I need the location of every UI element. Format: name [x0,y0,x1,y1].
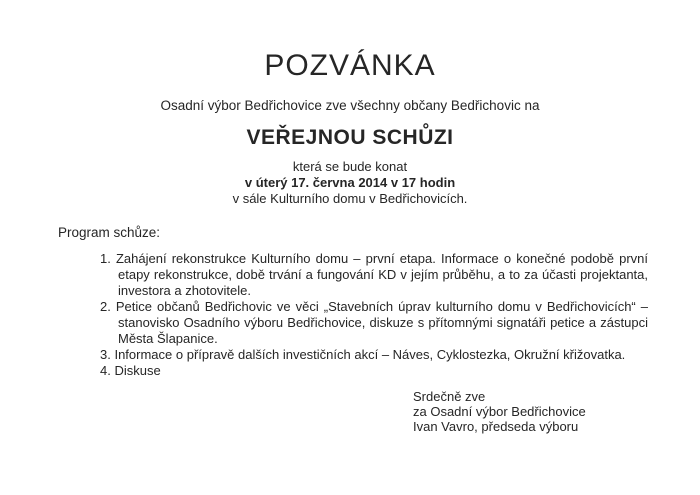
intro-line: Osadní výbor Bedřichovice zve všechny občany Bedřichovic na [160,98,540,113]
program-item-text: Diskuse [114,363,161,378]
program-item [100,251,648,299]
signature-block [413,389,700,434]
program-item [100,363,648,379]
program-item-text: Informace o přípravě dalších investičních akcí – Náves, Cyklostezka, Okružní křižovatka. [114,347,626,362]
program-item [100,299,648,347]
signature-on-behalf: za Osadní výbor Bedřichovice [413,404,586,419]
meeting-venue: v sále Kulturního domu v Bedřichovicích. [232,191,468,206]
signature-closing: Srdečně zve [413,389,486,404]
program-list [100,251,648,379]
signature-signer: Ivan Vavro, předseda výboru [413,419,579,434]
program-item-number: 4. [100,363,111,378]
program-item [100,347,648,363]
program-item-number: 2. [100,299,111,314]
program-heading: Program schůze: [58,225,161,240]
meeting-when-intro: která se bude konat [292,159,408,174]
meeting-date: v úterý 17. června 2014 v 17 hodin [244,175,456,190]
program-item-number: 1. [100,251,111,266]
program-item-number: 3. [100,347,111,362]
meeting-subject: VEŘEJNOU SCHŮZI [246,126,454,149]
program-item-text: Zahájení rekonstrukce Kulturního domu – první etapa. Informace o konečné podobě první etapy rekonstrukce, době trvání a fungování KD v jejím průběhu, a to za účasti projektanta, investora a zhotovitele. [115,251,648,298]
document-title: POZVÁNKA [264,49,436,82]
program-item-text: Petice občanů Bedřichovic ve věci „Stavebních úprav kulturního domu v Bedřichovicích“ – stanovisko Osadního výboru Bedřichovice, diskuze s přítomnými signatáři petice a zástupci Města Šlapanice. [115,299,648,346]
meeting-details [0,159,700,207]
